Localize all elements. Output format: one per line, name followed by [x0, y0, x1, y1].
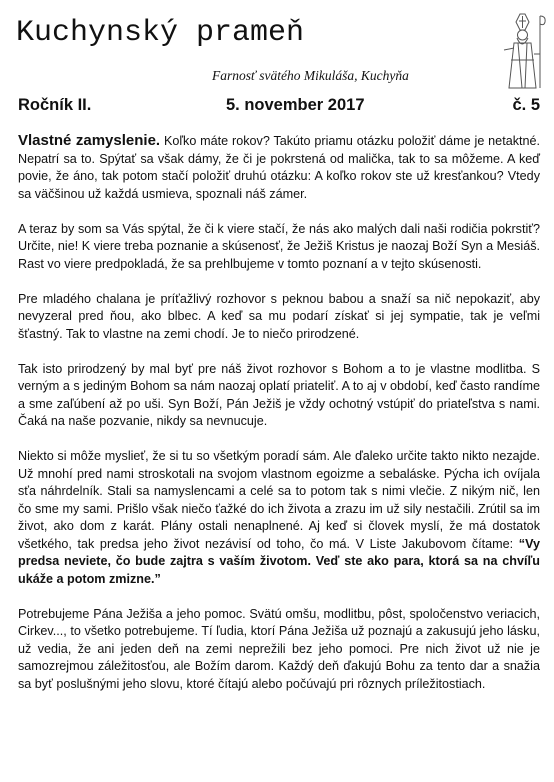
- parish-subtitle: Farnosť svätého Mikuláša, Kuchyňa: [212, 68, 409, 83]
- issue-info: [18, 96, 540, 118]
- paragraph-1: [18, 132, 540, 203]
- issue-number: č. 5: [512, 96, 540, 114]
- article-body: [18, 132, 540, 711]
- issue-date: 5. november 2017: [226, 96, 365, 114]
- saint-nicholas-bishop-icon: [498, 10, 548, 92]
- paragraph-5: [18, 448, 540, 588]
- article-headline: Vlastné zamyslenie.: [18, 132, 161, 149]
- paragraph-4: Tak isto prirodzený by mal byť pre náš život rozhovor s Bohom a to je vlastne modlitba. S verným a s jediným Bohom sa nám naozaj oplatí priateliť. A to aj v období, keď často randíme a sme zaľúbení až po uši. Syn Boží, Pán Ježiš je vždy ochotný vstúpiť do priateľstva s nami. Čaká na naše pozvanie, nikdy sa nevnucuje.: [18, 361, 540, 428]
- paragraph-2: A teraz by som sa Vás spýtal, že či k viere stačí, že nás ako malých dali naši rodičia pokrstiť? Určite, nie! K viere treba poznanie a skúsenosť, že Ježiš Kristus je naozaj Boží Syn a Mesiáš. Rast vo viere predpokladá, že sa prehlbujeme v tomto poznaní a v tejto skúsenosti.: [18, 221, 540, 271]
- bible-quote: “Vy predsa neviete, čo bude zajtra s vaším životom. Veď ste ako para, ktorá sa na chvíľu ukáže a potom zmizne.”: [18, 536, 540, 586]
- paragraph-3: Pre mladého chalana je príťažlivý rozhovor s peknou babou a snaží sa nič nepokaziť, aby nevyzeral pred ňou, ako blbec. A keď sa mu podarí získať si jej sympatie, tak je veľmi šťastný. Tak to vlastne na zemi chodí. Je to niečo prirodzené.: [18, 291, 540, 341]
- issue-volume: Ročník II.: [18, 96, 92, 114]
- newsletter-title: Kuchynský prameň: [16, 16, 305, 50]
- paragraph-6: Potrebujeme Pána Ježiša a jeho pomoc. Svätú omšu, modlitbu, pôst, spoločenstvo veriacich, Cirkev..., to všetko potrebujeme. Tí ľudia, ktorí Pána Ježiša už poznajú a zakusujú jeho lásku, už vedia, že ani jeden deň na zemi neprežili bez jeho pomoci. Pre nich život už nie je samozrejmou záležitosťou, ale Božím darom. Každý deň ďakujú Bohu za tento dar a snažia sa byť poslušnými jeho slovu, ktoré čítajú alebo počúvajú pri rôznych príležitostiach.: [18, 606, 540, 691]
- paragraph-1-text: Koľko máte rokov? Takúto priamu otázku položiť dáme je netaktné. Nepatrí sa to. Spýtať sa však dámy, že či je pokrstená od malička, tak to sa môžeme. A keď povie, že áno, tak potom stačí položiť druhú otázku: A koľko rokov ste už kresťankou? Vtedy sa väčšinou už každá usmieva, spoznali náš zámer.: [18, 134, 540, 201]
- paragraph-5-text: Niekto si môže myslieť, že si tu so všetkým poradí sám. Ale ďaleko určite takto nikto nezajde. Už mnohí pred nami stroskotali na svojom vlastnom egoizme a sebaláske. Pýcha ich ovíjala sťa náhrdelník. Stali sa namyslencami a celé sa to potom tak s nimi vlečie. Z nikým nič, len čo sme my sami. Prišlo však niečo ťažké do ich života a zrazu im už sily nestačili. Zrútil sa im život, ako dom z karát. Plány ostali nenaplnené. Aj keď si človek myslí, že má dostatok všetkého, tak predsa jeho život nezávisí od toho, čo má. V Liste Jakubovom čítame:: [18, 449, 540, 551]
